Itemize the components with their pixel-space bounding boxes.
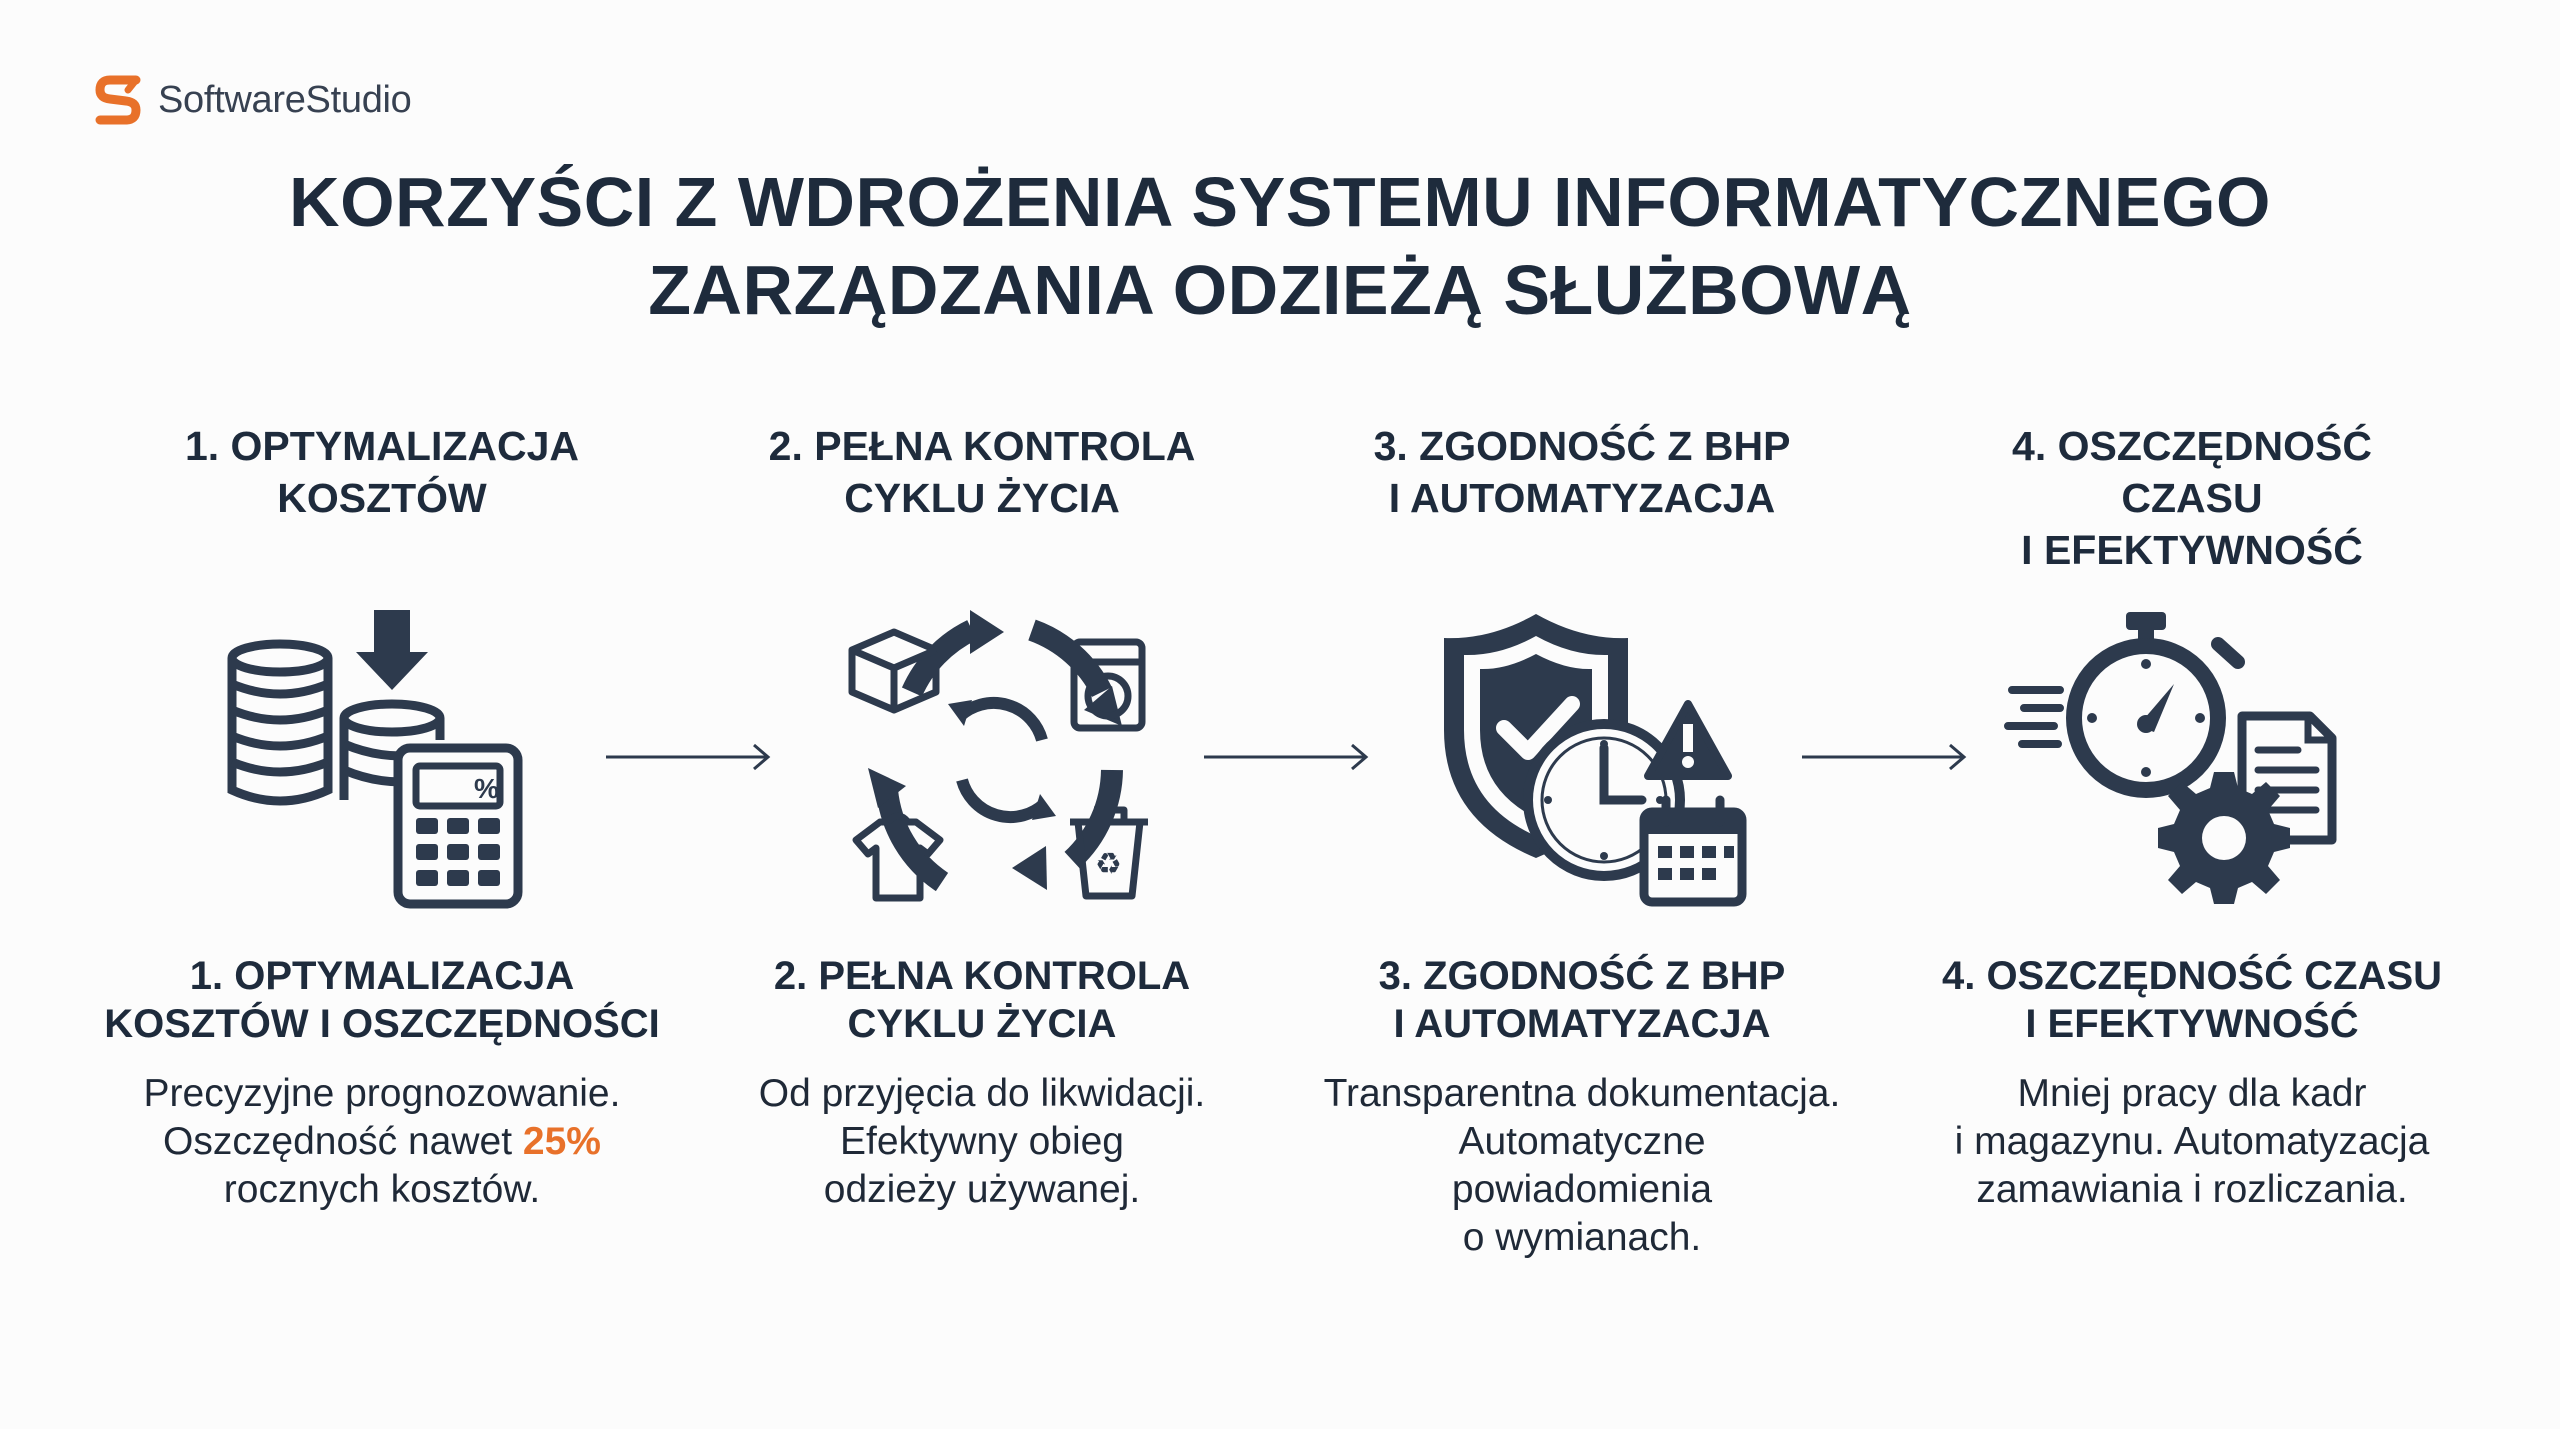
step-2-heading-line: 2. PEŁNA KONTROLA xyxy=(768,423,1196,469)
page-title xyxy=(0,158,2560,334)
savings-text: Oszczędność nawet xyxy=(163,1120,523,1163)
step-2-description-line: Od przyjęcia do likwidacji. xyxy=(758,1072,1206,1115)
step-3-heading xyxy=(1282,420,1882,524)
step-4-subheading-line: 4. OSZCZĘDNOŚĆ CZASU xyxy=(1941,954,2443,998)
step-2-subheading-line: CYKLU ŻYCIA xyxy=(847,1002,1117,1046)
step-1-heading-line: 1. OPTYMALIZACJA xyxy=(184,423,580,469)
step-3-description-line: powiadomienia xyxy=(1451,1168,1713,1211)
step-1-description xyxy=(82,1070,682,1214)
brand-name: SoftwareStudio xyxy=(158,78,412,121)
step-3-subheading xyxy=(1282,952,1882,1048)
step-1-subheading-line: KOSZTÓW I OSZCZĘDNOŚCI xyxy=(104,1002,660,1046)
step-2-heading-line: CYKLU ŻYCIA xyxy=(844,475,1120,521)
step-2-subheading xyxy=(682,952,1282,1048)
title-line-1: KORZYŚCI Z WDROŻENIA SYSTEMU INFORMATYCZNEGO xyxy=(289,163,2271,241)
step-3-description xyxy=(1282,1070,1882,1262)
step-1-description-line: Precyzyjne prognozowanie. xyxy=(143,1072,621,1115)
savings-percent: 25% xyxy=(522,1120,601,1163)
stopwatch-gear-document-icon xyxy=(2002,600,2342,920)
arrow-right-icon xyxy=(604,742,774,772)
coins-calculator-icon xyxy=(222,600,562,920)
step-2-subheading-line: 2. PEŁNA KONTROLA xyxy=(773,954,1191,998)
step-4-description-line: Mniej pracy dla kadr xyxy=(2017,1072,2367,1115)
title-line-2: ZARZĄDZANIA ODZIEŻĄ SŁUŻBOWĄ xyxy=(648,251,1912,329)
step-4-heading-line: I EFEKTYWNOŚĆ xyxy=(2021,527,2363,573)
step-3-heading-line: I AUTOMATYZACJA xyxy=(1388,475,1776,521)
arrow-right-icon xyxy=(1800,742,1970,772)
step-2-description xyxy=(682,1070,1282,1214)
step-1-subheading xyxy=(82,952,682,1048)
brand-s-icon xyxy=(92,72,144,128)
step-3-heading-line: 3. ZGODNOŚĆ Z BHP xyxy=(1373,423,1791,469)
step-1-description-line xyxy=(82,1118,682,1166)
svg-text:%: % xyxy=(474,773,499,804)
step-3-description-line: o wymianach. xyxy=(1462,1216,1702,1259)
step-4-subheading xyxy=(1892,952,2492,1048)
shield-clock-calendar-icon xyxy=(1432,600,1772,920)
svg-text:♻: ♻ xyxy=(1095,847,1122,882)
brand-logo xyxy=(92,70,412,130)
step-2-description-line: Efektywny obieg xyxy=(840,1120,1124,1163)
step-1-heading-line: KOSZTÓW xyxy=(277,475,487,521)
step-4-description xyxy=(1892,1070,2492,1214)
step-4-description-line: i magazynu. Automatyzacja xyxy=(1954,1120,2430,1163)
step-4-heading xyxy=(1892,420,2492,576)
step-3-subheading-line: I AUTOMATYZACJA xyxy=(1393,1002,1771,1046)
step-1-subheading-line: 1. OPTYMALIZACJA xyxy=(189,954,575,998)
step-1-description-line: rocznych kosztów. xyxy=(223,1168,541,1211)
step-2-heading xyxy=(682,420,1282,524)
step-1-heading xyxy=(82,420,682,524)
step-4-description-line: zamawiania i rozliczania. xyxy=(1976,1168,2408,1211)
step-3-description-line: Automatyczne xyxy=(1458,1120,1706,1163)
step-4-subheading-line: I EFEKTYWNOŚĆ xyxy=(2025,1002,2359,1046)
lifecycle-icon xyxy=(832,600,1172,920)
step-3-description-line: Transparentna dokumentacja. xyxy=(1323,1072,1841,1115)
step-2-description-line: odzieży używanej. xyxy=(823,1168,1141,1211)
arrow-right-icon xyxy=(1202,742,1372,772)
step-4-heading-line: 4. OSZCZĘDNOŚĆ xyxy=(2012,423,2372,469)
step-4-heading-line: CZASU xyxy=(2121,475,2263,521)
step-3-subheading-line: 3. ZGODNOŚĆ Z BHP xyxy=(1378,954,1786,998)
